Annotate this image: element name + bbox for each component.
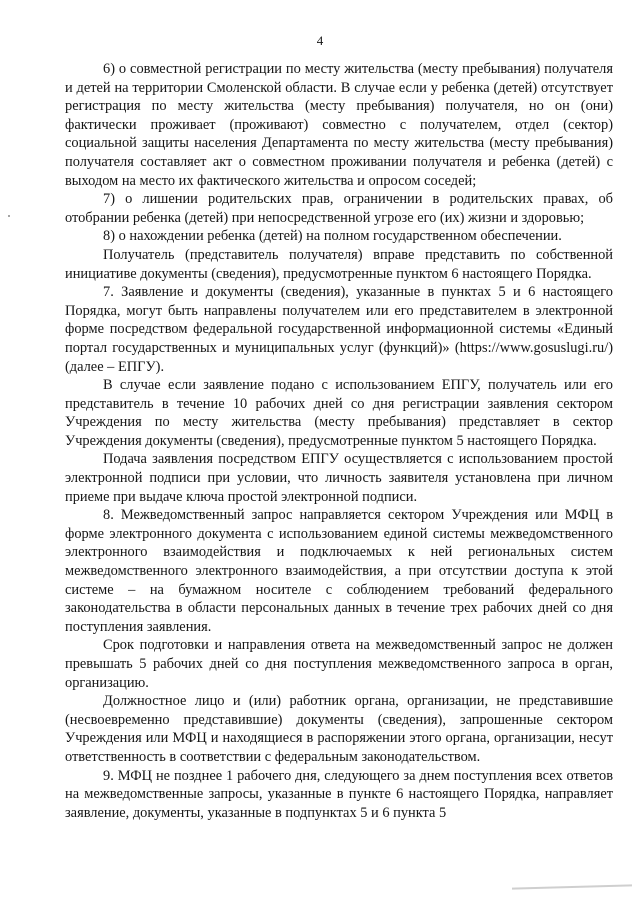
paragraph-item-9-mfc: 9. МФЦ не позднее 1 рабочего дня, следующего за днем поступления всех ответов на межведомственные запросы, указанные в пункте 6 настоящего Порядка, направляет заявление, документы, указанные в подпунктах 5 и 6 пункта 5 — [65, 767, 613, 821]
paragraph-epgu-deadline: В случае если заявление подано с использованием ЕПГУ, получатель или его представитель в течение 10 рабочих дней со дня регистрации заявления сектором Учреждения по месту жительства (месту пребывания) представляет в сектор Учреждения документы (сведения), предусмотренные пунктом 5 настоящего Порядка. — [65, 377, 613, 449]
scan-edge-mark — [512, 884, 632, 889]
paragraph-electronic-signature: Подача заявления посредством ЕПГУ осуществляется с использованием простой электронной подписи при условии, что личность заявителя установлена при личном приеме при выдаче ключа простой электронной подписи. — [65, 451, 613, 505]
paragraph-response-deadline: Срок подготовки и направления ответа на межведомственный запрос не должен превышать 5 рабочих дней со дня поступления межведомственного запроса в орган, организацию. — [65, 637, 613, 691]
scan-speck — [8, 215, 10, 217]
paragraph-own-initiative: Получатель (представитель получателя) вправе представить по собственной инициативе документы (сведения), предусмотренные пунктом 6 настоящего Порядка. — [65, 246, 613, 282]
paragraph-responsibility: Должностное лицо и (или) работник органа, организации, не представившие (несвоевременно представившие) документы (сведения), запрошенные сектором Учреждения или МФЦ и находящиеся в распоряжении этого органа, организации, несут ответственность в соответствии с федеральным законодательством. — [65, 693, 613, 765]
paragraph-item-8-interagency-request: 8. Межведомственный запрос направляется сектором Учреждения или МФЦ в форме электронного документа с использованием единой системы межведомственного электронного взаимодействия и подключаемых к ней региональных систем межведомственного электронного взаимодействия, а при отсутствии доступа к этой системе – на бумажном носителе с соблюдением требований федерального законодательства в области персональных данных в течение трех рабочих дней со дня поступления заявления. — [65, 507, 613, 635]
document-body — [65, 60, 613, 822]
paragraph-7-parental-rights: 7) о лишении родительских прав, ограничении в родительских правах, об отобрании ребенка (детей) при непосредственной угрозе его (их) жизни и здоровью; — [65, 191, 613, 226]
page-number: 4 — [316, 33, 324, 48]
paragraph-8-state-support: 8) о нахождении ребенка (детей) на полном государственном обеспечении. — [103, 228, 562, 245]
paragraph-6-joint-registration: 6) о совместной регистрации по месту жительства (месту пребывания) получателя и детей на территории Смоленской области. В случае если у ребенка (детей) отсутствует регистрация по месту жительства (месту пребывания) получателя, но он (они) фактически проживает (проживают) совместно с получателем, отдел (сектор) социальной защиты населения Департамента по месту жительства (месту пребывания) получателя составляет акт о совместном проживании получателя и ребенка (детей) с выходом на место их фактического жительства и опросом соседей; — [65, 61, 613, 189]
paragraph-item-7-electronic-submission: 7. Заявление и документы (сведения), указанные в пунктах 5 и 6 настоящего Порядка, могут быть направлены получателем или его представителем в электронной форме посредством федеральной государственной информационной системы «Единый портал государственных и муниципальных услуг (функций)» (https://www.gosuslugi.ru/) (далее – ЕПГУ). — [65, 284, 613, 375]
